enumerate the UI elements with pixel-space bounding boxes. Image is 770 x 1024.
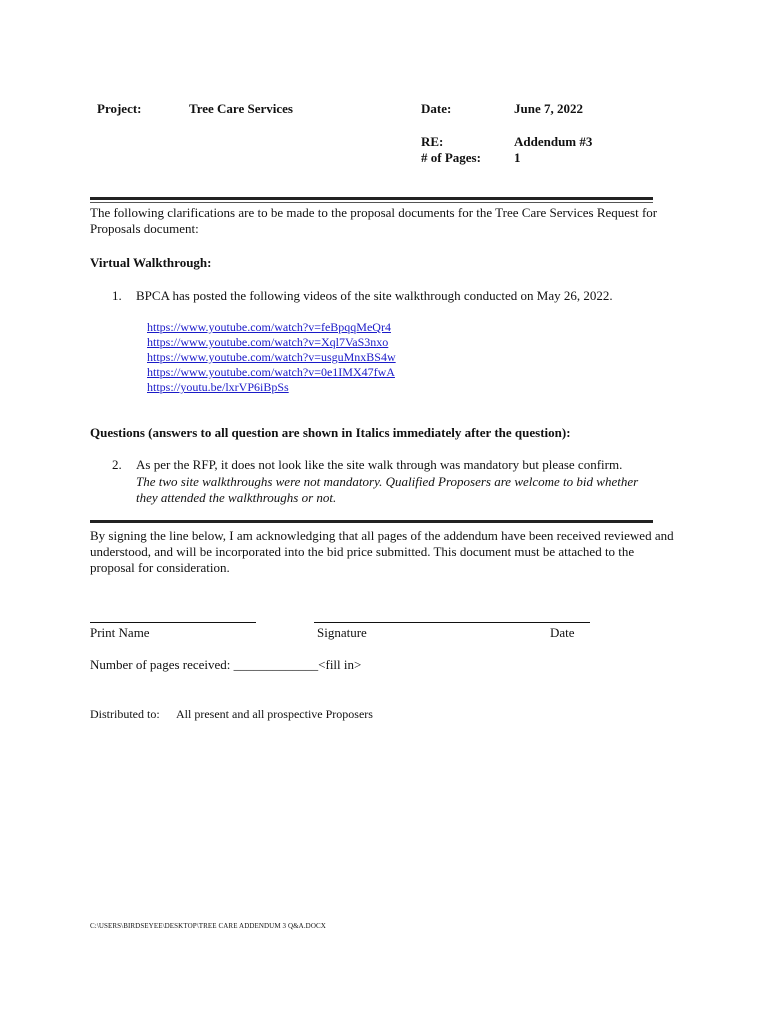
project-label: Project:	[97, 101, 142, 116]
header-divider-thin	[90, 202, 653, 203]
video-link[interactable]: https://www.youtube.com/watch?v=Xql7VaS3nxo	[147, 335, 389, 349]
pages-received-field[interactable]: Number of pages received: _____________<fill in>	[90, 657, 362, 672]
video-link[interactable]: https://youtu.be/lxrVP6iBpSs	[147, 380, 289, 394]
question-item-number: 2.	[112, 457, 122, 472]
pages-value: 1	[514, 150, 521, 165]
video-link[interactable]: https://www.youtube.com/watch?v=feBpqqMeQr4	[147, 320, 391, 334]
date-value: June 7, 2022	[514, 101, 583, 116]
date-sign-label: Date	[550, 625, 575, 640]
distributed-value: All present and all prospective Proposers	[176, 707, 373, 721]
walkthrough-heading: Virtual Walkthrough:	[90, 255, 212, 270]
signature-line[interactable]	[314, 622, 590, 623]
print-name-label: Print Name	[90, 625, 150, 640]
video-link[interactable]: https://www.youtube.com/watch?v=0e1IMX47fwA	[147, 365, 395, 379]
re-value: Addendum #3	[514, 134, 593, 149]
footer-file-path: C:\USERS\BIRDSEYEE\DESKTOP\TREE CARE ADDENDUM 3 Q&A.DOCX	[90, 922, 326, 930]
walkthrough-item-text: BPCA has posted the following videos of the site walkthrough conducted on May 26, 2022.	[136, 288, 613, 303]
project-value: Tree Care Services	[189, 101, 293, 116]
distributed-label: Distributed to:	[90, 707, 160, 721]
walkthrough-item-number: 1.	[112, 288, 122, 303]
video-link[interactable]: https://www.youtube.com/watch?v=usguMnxBS4w	[147, 350, 396, 364]
section-divider	[90, 520, 653, 523]
answer-text-line1: The two site walkthroughs were not mandatory. Qualified Proposers are welcome to bid whether	[136, 474, 639, 489]
questions-heading: Questions (answers to all question are shown in Italics immediately after the question):	[90, 425, 571, 440]
answer-text-line2: they attended the walkthroughs or not.	[136, 490, 337, 505]
re-label: RE:	[421, 134, 444, 149]
question-text: As per the RFP, it does not look like the site walk through was mandatory but please confirm.	[136, 457, 623, 472]
print-name-line[interactable]	[90, 622, 256, 623]
header-divider	[90, 197, 653, 200]
intro-paragraph: The following clarifications are to be made to the proposal documents for the Tree Care Services Request for Proposals document:	[90, 205, 658, 236]
pages-label: # of Pages:	[421, 150, 481, 165]
signature-label: Signature	[317, 625, 367, 640]
acknowledgement-paragraph: By signing the line below, I am acknowledging that all pages of the addendum have been received reviewed and understood, and will be incorporated into the bid price submitted. This document must be attached to the proposal for consideration.	[90, 528, 674, 575]
date-label: Date:	[421, 101, 452, 116]
